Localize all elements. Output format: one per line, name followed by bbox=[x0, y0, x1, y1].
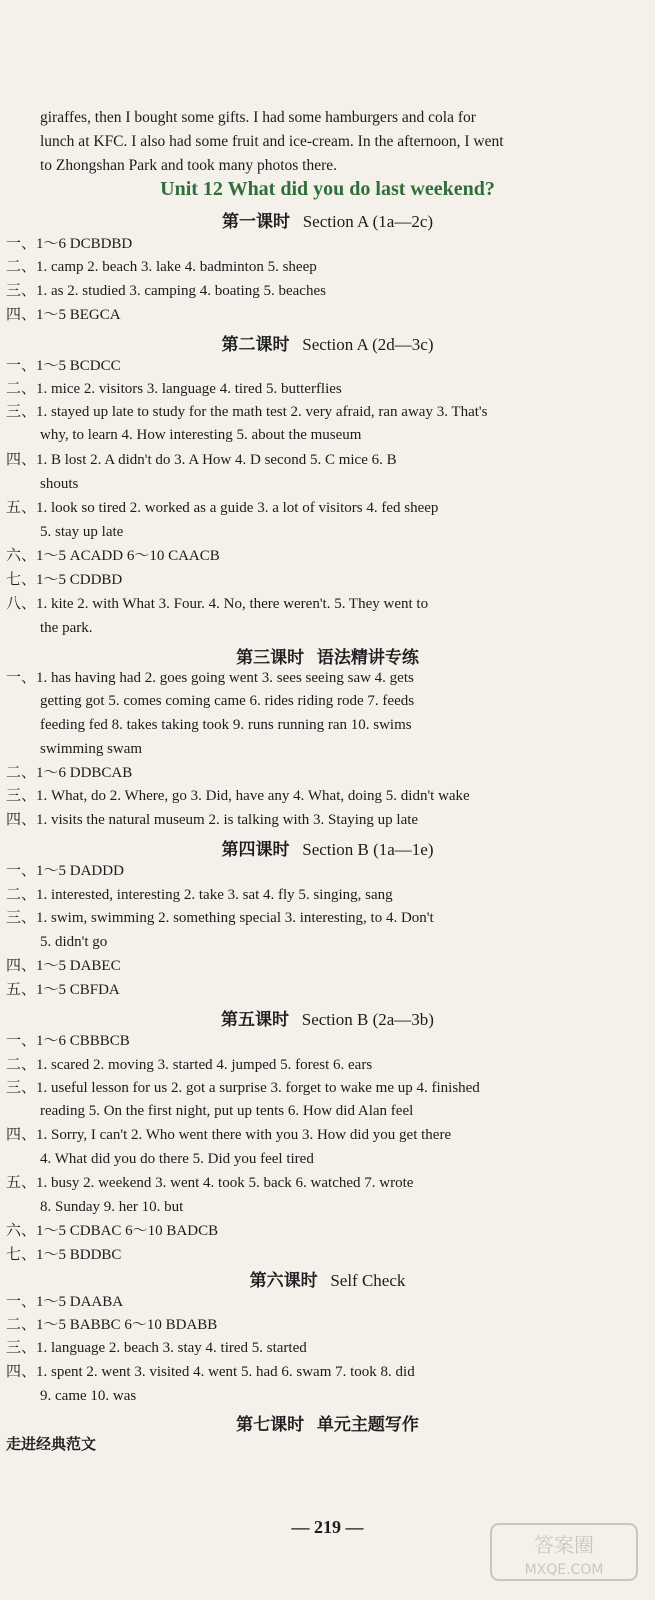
section-title-cn: 第三课时 bbox=[236, 648, 305, 667]
answer-line: 9. came 10. was bbox=[40, 1388, 137, 1404]
unit-title: Unit 12 What did you do last weekend? bbox=[160, 178, 495, 200]
answer-line: 三、1. as 2. studied 3. camping 4. boating 5. beaches bbox=[6, 283, 326, 299]
section-title bbox=[0, 1266, 655, 1291]
answer-line: 四、1. B lost 2. A didn't do 3. A How 4. D second 5. C mice 6. B bbox=[6, 452, 397, 468]
answer-line: 三、1. What, do 2. Where, go 3. Did, have any 4. What, doing 5. didn't wake bbox=[6, 788, 470, 804]
answer-line: 八、1. kite 2. with What 3. Four. 4. No, there weren't. 5. They went to bbox=[6, 596, 429, 612]
answer-line: 四、1. spent 2. went 3. visited 4. went 5. had 6. swam 7. took 8. did bbox=[6, 1364, 415, 1380]
answer-line: 二、1. mice 2. visitors 3. language 4. tired 5. butterflies bbox=[6, 381, 342, 397]
answer-line: 5. didn't go bbox=[40, 934, 108, 950]
answer-line: 四、1～5 BEGCA bbox=[6, 307, 121, 323]
section-title bbox=[0, 835, 655, 860]
section-title-cn: 第七课时 bbox=[236, 1415, 305, 1434]
intro-paragraph bbox=[40, 106, 630, 178]
answer-line: 五、1. look so tired 2. worked as a guide 3. a lot of visitors 4. fed sheep bbox=[6, 500, 439, 516]
answer-line: 一、1～5 DAABA bbox=[6, 1294, 124, 1310]
section-title-en: Section A (2d—3c) bbox=[302, 335, 434, 354]
answer-line: 四、1. Sorry, I can't 2. Who went there with you 3. How did you get there bbox=[6, 1127, 452, 1143]
answer-line: 三、1. language 2. beach 3. stay 4. tired 5. started bbox=[6, 1340, 307, 1356]
intro-line: to Zhongshan Park and took many photos there. bbox=[40, 157, 338, 174]
section-title-en: 语法精讲专练 bbox=[316, 648, 419, 667]
section-title-en: Section B (1a—1e) bbox=[302, 840, 434, 859]
section-title bbox=[0, 207, 655, 232]
answer-line: 四、1～5 DABEC bbox=[6, 958, 121, 974]
intro-line: giraffes, then I bought some gifts. I had some hamburgers and cola for bbox=[40, 109, 476, 126]
answer-line: 走进经典范文 bbox=[6, 1437, 97, 1453]
watermark-text: 答案圈 bbox=[534, 1533, 594, 1557]
answer-line: 一、1. has having had 2. goes going went 3. sees seeing saw 4. gets bbox=[6, 670, 414, 686]
answer-line: getting got 5. comes coming came 6. rides riding rode 7. feeds bbox=[40, 693, 415, 709]
answer-line: 三、1. useful lesson for us 2. got a surprise 3. forget to wake me up 4. finished bbox=[6, 1080, 480, 1096]
answer-line: 六、1～5 ACADD 6～10 CAACB bbox=[6, 548, 220, 564]
answer-line: 三、1. stayed up late to study for the math test 2. very afraid, ran away 3. That's bbox=[6, 404, 488, 420]
page-number: — 219 — bbox=[291, 1517, 364, 1537]
answer-line: 五、1. busy 2. weekend 3. went 4. took 5. back 6. watched 7. wrote bbox=[6, 1175, 414, 1191]
answer-line: 一、1～6 CBBBCB bbox=[6, 1033, 130, 1049]
watermark-logo-icon bbox=[489, 1522, 639, 1582]
section-title-cn: 第六课时 bbox=[249, 1271, 318, 1290]
section-title bbox=[0, 1005, 655, 1030]
section-title-cn: 第二课时 bbox=[221, 335, 290, 354]
answer-line: feeding fed 8. takes taking took 9. runs running ran 10. swims bbox=[40, 717, 412, 733]
section-title-en: Self Check bbox=[330, 1271, 406, 1290]
answer-line: 三、1. swim, swimming 2. something special 3. interesting, to 4. Don't bbox=[6, 910, 434, 926]
answer-line: 四、1. visits the natural museum 2. is talking with 3. Staying up late bbox=[6, 812, 419, 828]
section-title bbox=[0, 1410, 655, 1435]
answer-line: 二、1. camp 2. beach 3. lake 4. badminton 5. sheep bbox=[6, 259, 317, 275]
answer-line: 七、1～5 BDDBC bbox=[6, 1247, 122, 1263]
answer-line: swimming swam bbox=[40, 741, 143, 757]
answer-line: 二、1～5 BABBC 6～10 BDABB bbox=[6, 1317, 218, 1333]
answer-line: the park. bbox=[40, 620, 93, 636]
section-title bbox=[0, 330, 655, 355]
answer-line: reading 5. On the first night, put up tents 6. How did Alan feel bbox=[40, 1103, 414, 1119]
answer-line: 5. stay up late bbox=[40, 524, 124, 540]
section-title-en: Section A (1a—2c) bbox=[302, 212, 434, 231]
watermark-url: MXQE.COM bbox=[524, 1562, 604, 1578]
answer-line: 一、1～6 DCBDBD bbox=[6, 236, 133, 252]
section-title-en: Section B (2a—3b) bbox=[301, 1010, 434, 1029]
answer-line: why, to learn 4. How interesting 5. about the museum bbox=[40, 427, 362, 443]
answer-line: shouts bbox=[40, 476, 79, 492]
answer-line: 二、1～6 DDBCAB bbox=[6, 765, 133, 781]
answer-line: 六、1～5 CDBAC 6～10 BADCB bbox=[6, 1223, 219, 1239]
section-title-cn: 第一课时 bbox=[221, 212, 290, 231]
answer-line: 一、1～5 DADDD bbox=[6, 863, 124, 879]
answer-line: 8. Sunday 9. her 10. but bbox=[40, 1199, 184, 1215]
section-title bbox=[0, 643, 655, 668]
section-title-cn: 第五课时 bbox=[221, 1010, 290, 1029]
answer-line: 五、1～5 CBFDA bbox=[6, 982, 120, 998]
answer-line: 4. What did you do there 5. Did you feel tired bbox=[40, 1151, 314, 1167]
answer-line: 二、1. scared 2. moving 3. started 4. jumped 5. forest 6. ears bbox=[6, 1057, 373, 1073]
intro-line: lunch at KFC. I also had some fruit and ice-cream. In the afternoon, I went bbox=[40, 133, 504, 150]
section-title-en: 单元主题写作 bbox=[316, 1415, 419, 1434]
answer-line: 七、1～5 CDDBD bbox=[6, 572, 123, 588]
section-title-cn: 第四课时 bbox=[221, 840, 290, 859]
answer-line: 一、1～5 BCDCC bbox=[6, 358, 121, 374]
answer-line: 二、1. interested, interesting 2. take 3. sat 4. fly 5. singing, sang bbox=[6, 887, 393, 903]
